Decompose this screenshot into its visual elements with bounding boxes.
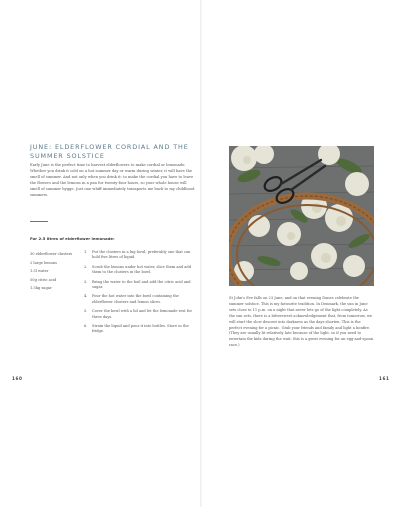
page-number-right: 161	[379, 376, 390, 381]
step-number: 6.	[84, 324, 88, 329]
step-text: Bring the water to the boil and add the citric acid and sugar.	[92, 279, 191, 290]
step-number: 1.	[84, 250, 88, 254]
step-text: Scrub the lemons under hot water, slice them and add them to the clusters in the bowl.	[92, 264, 192, 275]
ingredient-item: 1.5kg sugar	[30, 286, 52, 290]
step-number: 5.	[84, 309, 88, 314]
method-step	[84, 324, 196, 335]
page-gutter	[200, 0, 202, 507]
ingredient-item: 30 elderflower clusters	[30, 252, 73, 256]
recipe-heading: For 2.5 litres of elderflower lemonade:	[30, 236, 115, 241]
ingredient-item: 50g citric acid	[30, 277, 57, 282]
method-steps	[84, 250, 196, 339]
step-number: 2.	[84, 264, 88, 269]
ingredient-list	[30, 250, 80, 293]
chapter-title: JUNE: ELDERFLOWER CORDIAL AND THE SUMMER SOLSTICE	[30, 143, 189, 160]
method-step	[84, 280, 196, 291]
solstice-paragraph: St John's Eve falls on 23 June, and on that evening Danes celebrate the summer solstice. This is my favourite tradition. In Denmark, the sun in June sets close to 11 p.m. on a night that never lets go of the light completely. As the sun sets, there is a bittersweet acknowledgement that, from tomorrow, we will start the slow descent into darkness as the days shorten. This is the perfect evening for a picnic. Grab your friends and family and light a bonfire. (They are usually lit relatively late because of the light, so if you need to entertain the kids during the wait, this is a great evening for an egg-and-spoon race.)	[229, 296, 374, 348]
step-text: Strain the liquid and pour it into bottles. Store in the fridge.	[92, 324, 189, 334]
step-text: Pour the hot water into the bowl containing the elderflower clusters and lemon slices.	[92, 294, 179, 304]
step-number: 3.	[84, 279, 88, 284]
accent-rule	[30, 221, 48, 222]
step-text: Put the clusters in a big bowl, preferably one that can hold five litres of liquid.	[92, 250, 191, 260]
method-step	[84, 294, 196, 305]
method-step	[84, 309, 196, 320]
method-step	[84, 265, 196, 276]
step-text: Cover the bowl with a lid and let the lemonade rest for three days.	[92, 309, 193, 319]
page-number-left: 160	[12, 376, 23, 381]
step-number: 4.	[84, 294, 88, 299]
ingredient-item: 1.5l water	[30, 269, 49, 273]
ingredient-item: 2 large lemons	[30, 260, 58, 265]
elderflower-photo	[229, 146, 374, 286]
intro-paragraph: Early June is the perfect time to harvest elderflowers to make cordial or lemonade. Whether you drink it cold on a hot summer day or warm during winter, it will have the smell of summer. And not only when you drink it: to make the cordial you have to leave the flowers and the lemons in a pan for twenty-four hours, so your whole house will smell of summer hygge. Just one whiff immediately transports me back to my childhood summers.	[30, 163, 195, 197]
method-step	[84, 250, 196, 261]
